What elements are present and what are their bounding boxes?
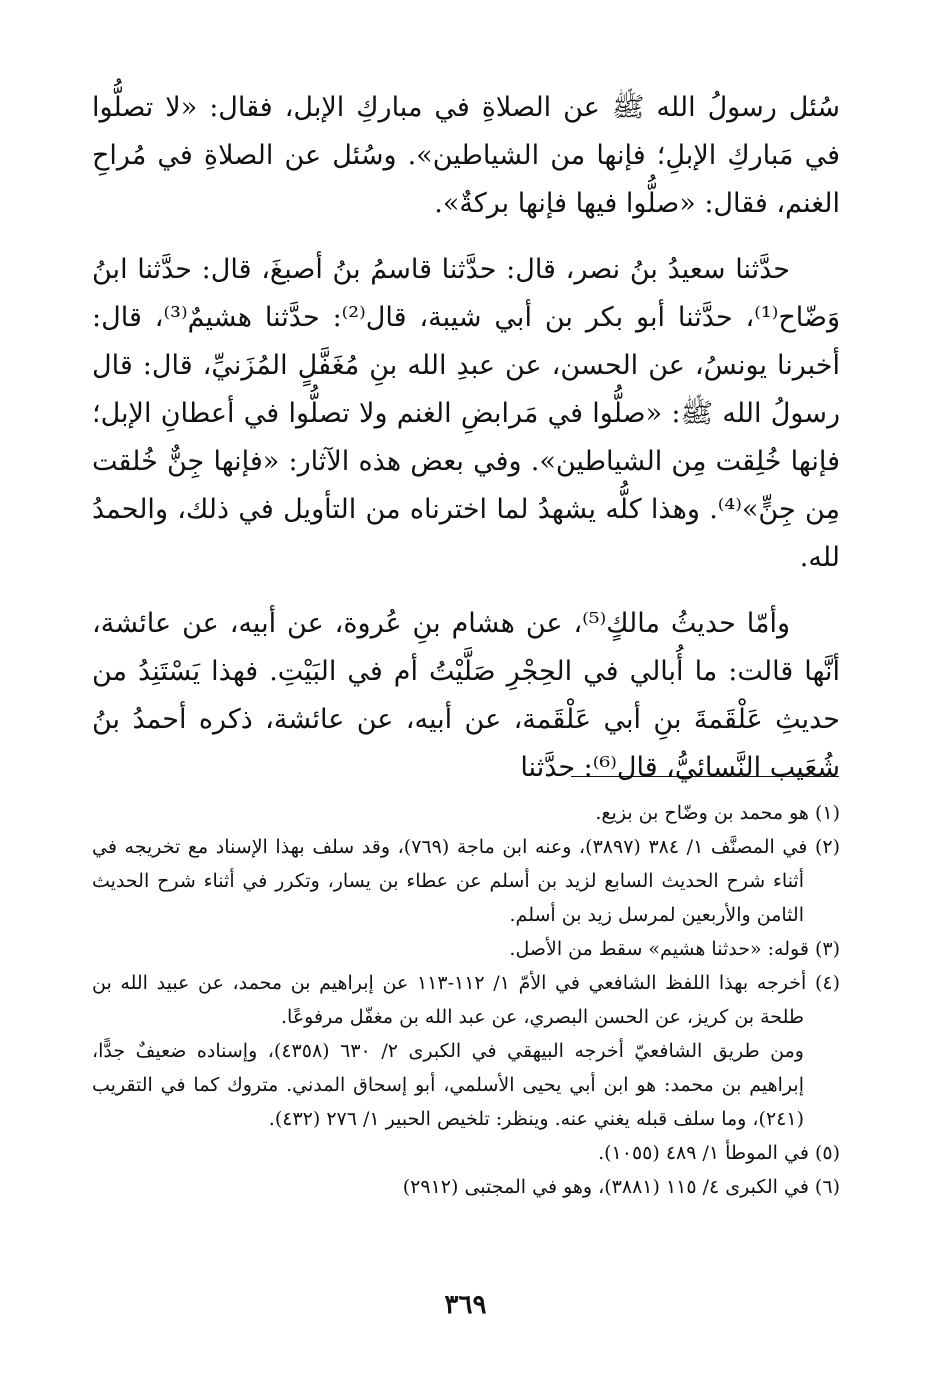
footnote-5: (٥) في الموطأ ١/ ٤٨٩ (١٠٥٥). bbox=[598, 1142, 840, 1164]
footnote-2: (٢) في المصنَّف ١/ ٣٨٤ (٣٨٩٧)، وعنه ابن ماجة (٧٦٩)، وقد سلف بهذا الإسناد مع تخريجه في أثناء شرح الحديث السابع لزيد بن أسلم عن عطاء بن يسار، وتكرر في أثناء شرح الحديث الثامن والأربعين لمرسل زيد بن أسلم. bbox=[92, 836, 841, 926]
footnote-3: (٣) قوله: «حدثنا هشيم» سقط من الأصل. bbox=[509, 938, 840, 960]
paragraph-3: وأمّا حديثُ مالكٍ⁽⁵⁾، عن هشام بنِ عُروة، عن أبيه، عن عائشة، أنَّها قالت: ما أُبالي في الحِجْرِ صَلَّيْتُ أم في البَيْتِ. فهذا يَسْتَنِدُ من حديثِ عَلْقَمةَ بنِ أبي عَلْقَمة، عن أبيه، عن عائشة، ذكره أحمدُ بنُ شُعَيب النَّسائيُّ، قال⁽⁶⁾: حدَّثنا bbox=[92, 608, 840, 783]
footnote-4-continuation: ومن طريق الشافعيّ أخرجه البيهقي في الكبرى ٢/ ٦٣٠ (٤٣٥٨)، وإسناده ضعيفٌ جدًّا، إبراهيم بن محمد: هو ابن أبي يحيى الأسلمي، أبو إسحاق المدني. متروك كما في التقريب (٢٤١)، وما سلف قبله يغني عنه. وينظر: تلخيص الحبير ١/ ٢٧٦ (٤٣٢). bbox=[92, 1040, 804, 1130]
footnote-1: (١) هو محمد بن وضّاح بن بزيع. bbox=[595, 802, 840, 824]
footnote-6: (٦) في الكبرى ٤/ ١١٥ (٣٨٨١)، وهو في المجتبى (٢٩١٢) bbox=[402, 1176, 840, 1198]
paragraph-2: حدَّثنا سعيدُ بنُ نصر، قال: حدَّثنا قاسمُ بنُ أصبغَ، قال: حدَّثنا ابنُ وَضّاح⁽¹⁾، حدَّثنا أبو بكر بن أبي شيبة، قال⁽²⁾: حدَّثنا هشيمٌ⁽³⁾، قال: أخبرنا يونسُ، عن الحسن، عن عبدِ الله بنِ مُغَفَّلٍ المُزَنيِّ، قال: قال رسولُ الله ﷺ: «صلُّوا في مَرابضِ الغنم ولا تصلُّوا في أعطانِ الإبل؛ فإنها خُلِقت مِن الشياطين». وفي بعض هذه الآثار: «فإنها جِنٌّ خُلقت مِن جِنٍّ»⁽⁴⁾. وهذا كلُّه يشهدُ لما اخترناه من التأويل في ذلك، والحمدُ لله. bbox=[92, 254, 841, 573]
paragraph-1: سُئل رسولُ الله ﷺ عن الصلاةِ في مباركِ الإبل، فقال: «لا تصلُّوا في مَباركِ الإبلِ؛ فإنها من الشياطين». وسُئل عن الصلاةِ في مُراحِ الغنم، فقال: «صلُّوا فيها فإنها بركةٌ». bbox=[92, 92, 840, 219]
main-text bbox=[92, 84, 840, 810]
footnotes bbox=[92, 796, 840, 1204]
page-number: ٣٦٩ bbox=[444, 1290, 487, 1320]
footnote-separator bbox=[571, 776, 839, 777]
footnote-4: (٤) أخرجه بهذا اللفظ الشافعي في الأمّ ١/ ١١٢-١١٣ عن إبراهيم بن محمد، عن عبيد الله بن طلحة بن كريز، عن الحسن البصري، عن عبد الله بن مغفّل مرفوعًا. bbox=[92, 972, 840, 1028]
